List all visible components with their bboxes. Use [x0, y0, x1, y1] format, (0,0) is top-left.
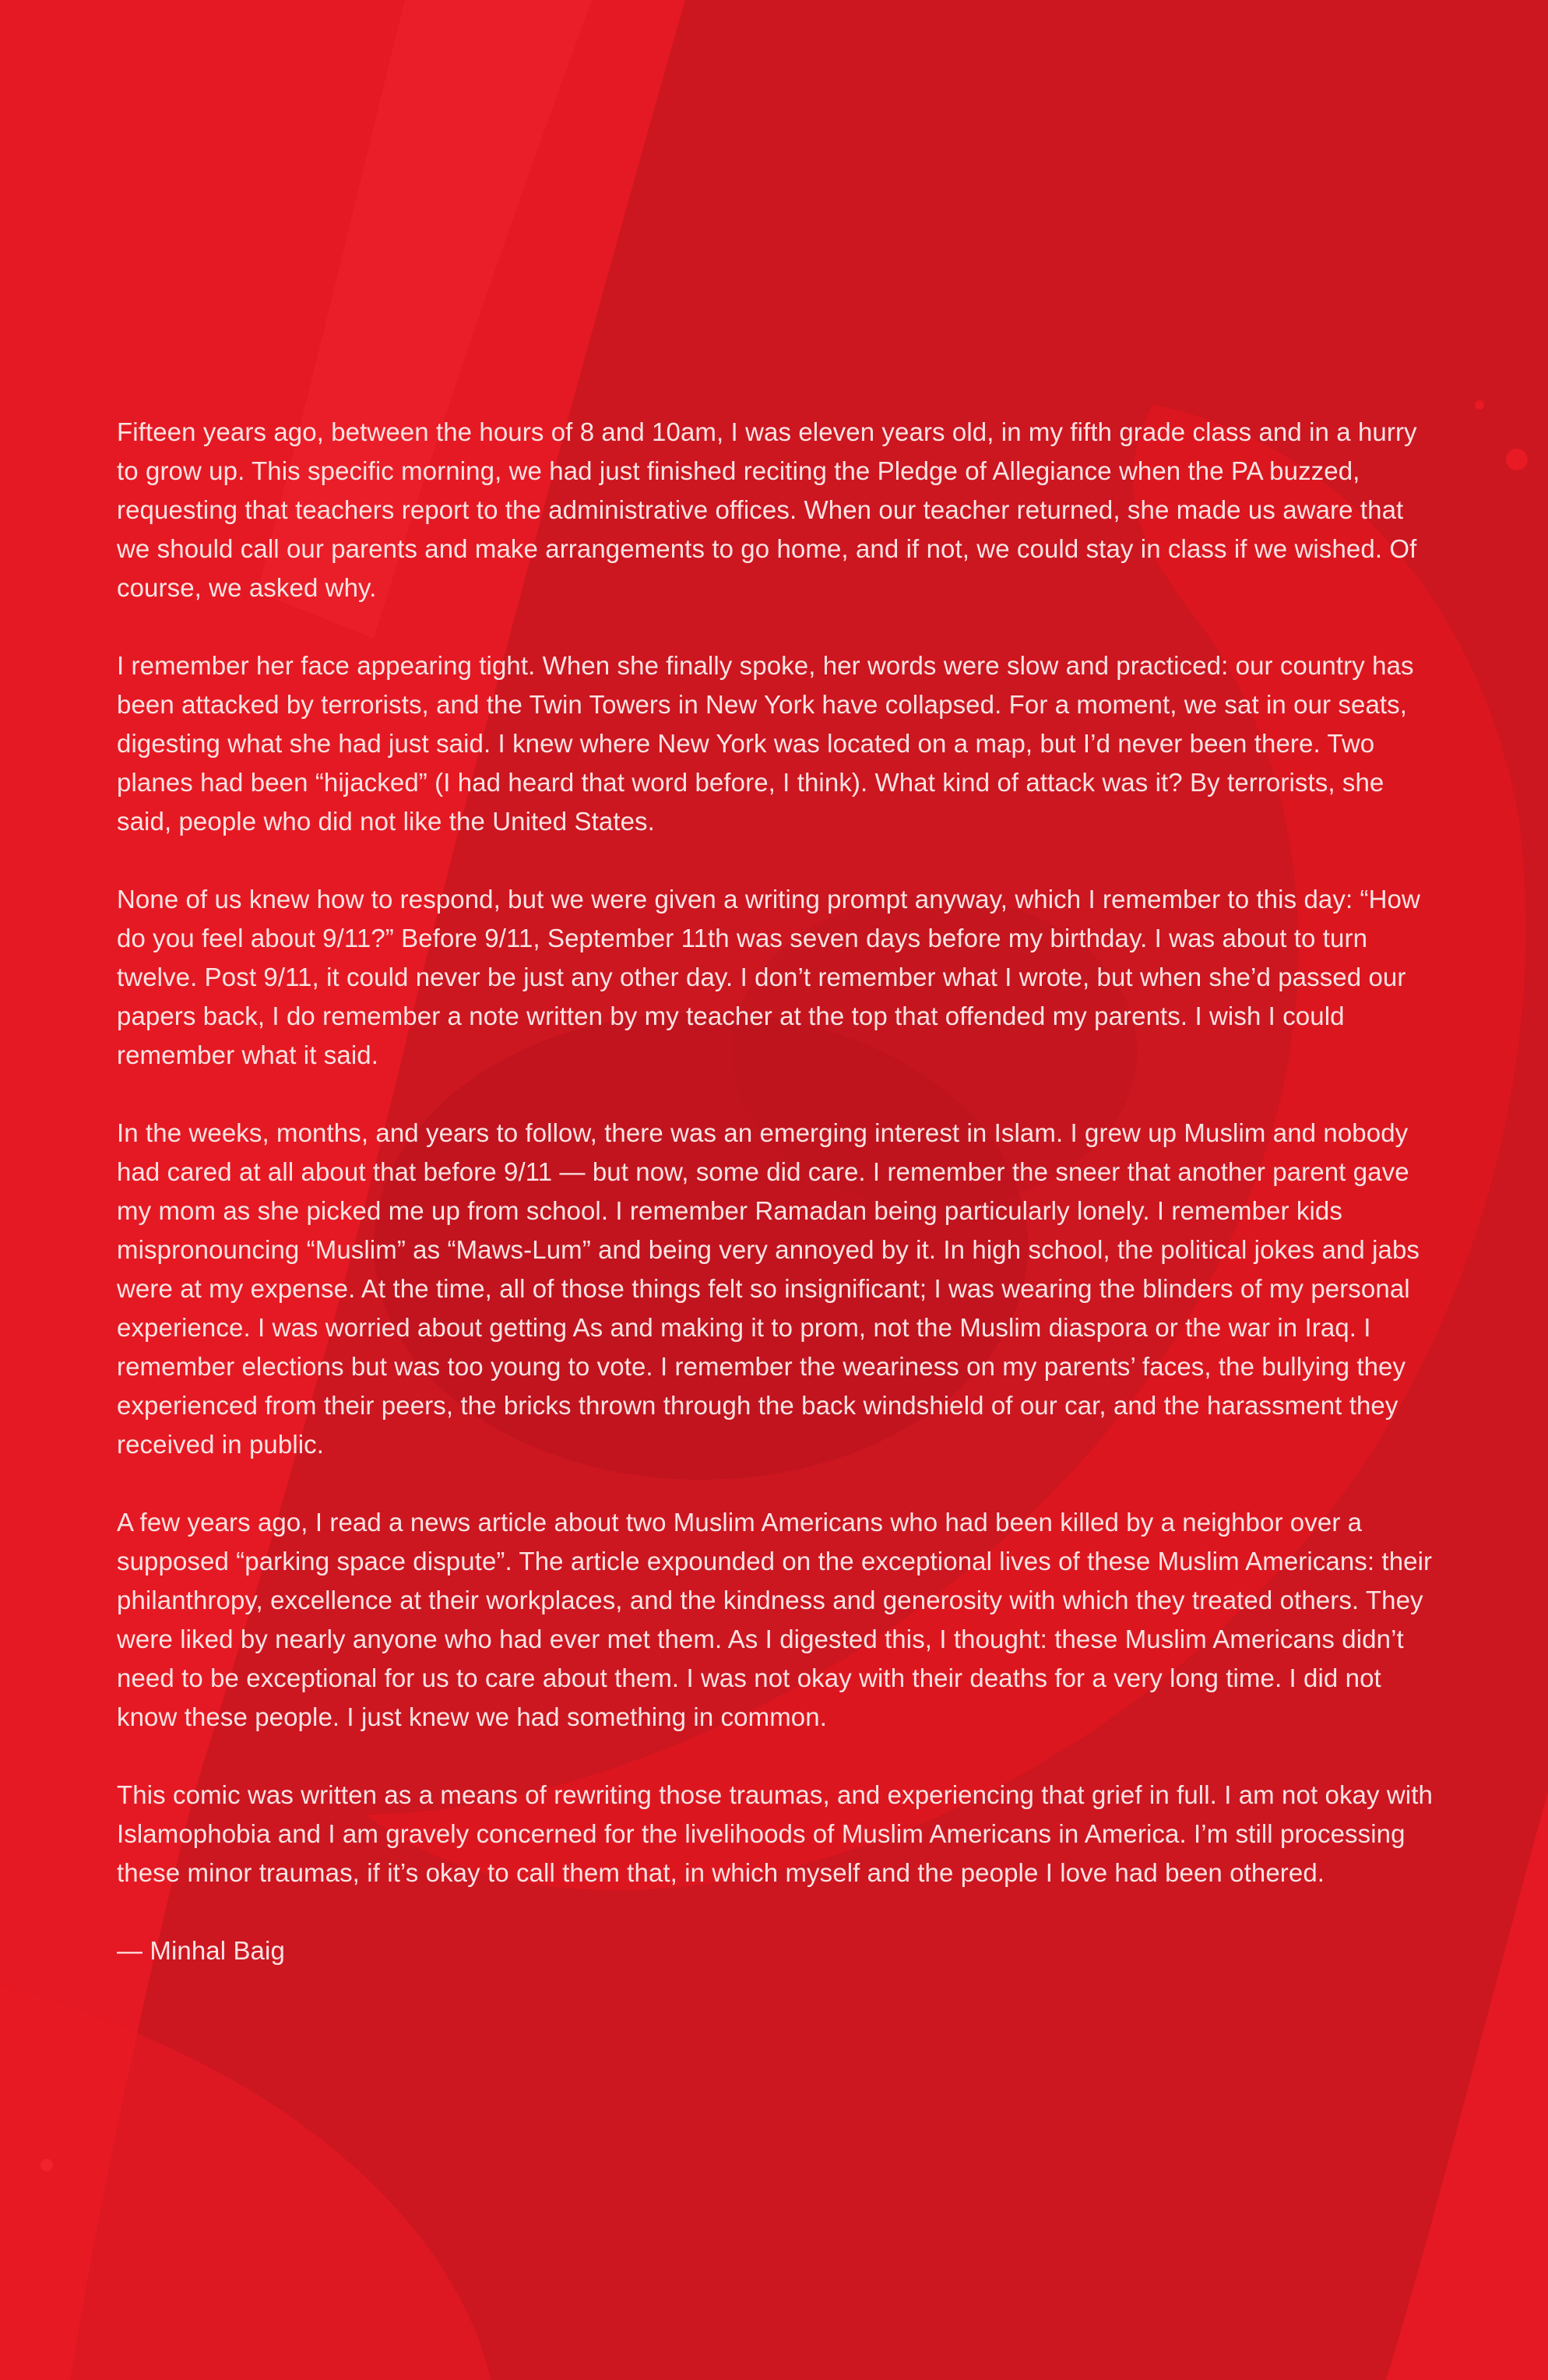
- essay-paragraph-4: In the weeks, months, and years to follow, there was an emerging interest in Islam. I grew up Muslim and nobody had cared at all about that before 9/11 — but now, some did care. I remember the sneer that another parent gave my mom as she picked me up from school. I remember Ramadan being particularly lonely. I remember kids mispronouncing “Muslim” as “Maws-Lum” and being very annoyed by it. In high school, the political jokes and jabs were at my expense. At the time, all of those things felt so insignificant; I was wearing the blinders of my personal experience. I was worried about getting As and making it to prom, not the Muslim diaspora or the war in Iraq. I remember elections but was too young to vote. I remember the weariness on my parents’ faces, the bullying they experienced from their peers, the bricks thrown through the back windshield of our car, and the harassment they received in public.: [117, 1118, 1420, 1459]
- essay-paragraph-5: A few years ago, I read a news article about two Muslim Americans who had been killed by a neighbor over a supposed “parking space dispute”. The article expounded on the exceptional lives of these Muslim Americans: their philanthropy, excellence at their workplaces, and the kindness and generosity with which they treated others. They were liked by nearly anyone who had ever met them. As I digested this, I thought: these Muslim Americans didn’t need to be exceptional for us to care about them. I was not okay with their deaths for a very long time. I did not know these people. I just knew we had something in common.: [117, 1508, 1433, 1731]
- splatter-dot: [40, 2159, 53, 2171]
- essay-paragraph-3: None of us knew how to respond, but we were given a writing prompt anyway, which I remember to this day: “How do you feel about 9/11?” Before 9/11, September 11th was seven days before my birthday. I was about to turn twelve. Post 9/11, it could never be just any other day. I don’t remember what I wrote, but when she’d passed our papers back, I do remember a note written by my teacher at the top that offended my parents. I wish I could remember what it said.: [117, 885, 1420, 1069]
- essay-paragraph-2: I remember her face appearing tight. When she finally spoke, her words were slow and practiced: our country has been attacked by terrorists, and the Twin Towers in New York have collapsed. For a moment, we sat in our seats, digesting what she had just said. I knew where New York was located on a map, but I’d never been there. Two planes had been “hijacked” (I had heard that word before, I think). What kind of attack was it? By terrorists, she said, people who did not like the United States.: [117, 651, 1414, 836]
- essay-paragraph-6: This comic was written as a means of rewriting those traumas, and experiencing that grief in full. I am not okay with Islamophobia and I am gravely concerned for the livelihoods of Muslim Americans in America. I’m still processing these minor traumas, if it’s okay to call them that, in which myself and the people I love had been othered.: [117, 1780, 1433, 1887]
- splatter-dot: [1506, 449, 1528, 470]
- essay-body: [117, 413, 1441, 1970]
- splatter-dot: [1475, 400, 1484, 410]
- essay-paragraph-1: Fifteen years ago, between the hours of 8 and 10am, I was eleven years old, in my fifth grade class and in a hurry to grow up. This specific morning, we had just finished reciting the Pledge of Allegiance when the PA buzzed, requesting that teachers report to the administrative offices. When our teacher returned, she made us aware that we should call our parents and make arrangements to go home, and if not, we could stay in class if we wished. Of course, we asked why.: [117, 417, 1417, 602]
- author-signature: — Minhal Baig: [117, 1936, 285, 1965]
